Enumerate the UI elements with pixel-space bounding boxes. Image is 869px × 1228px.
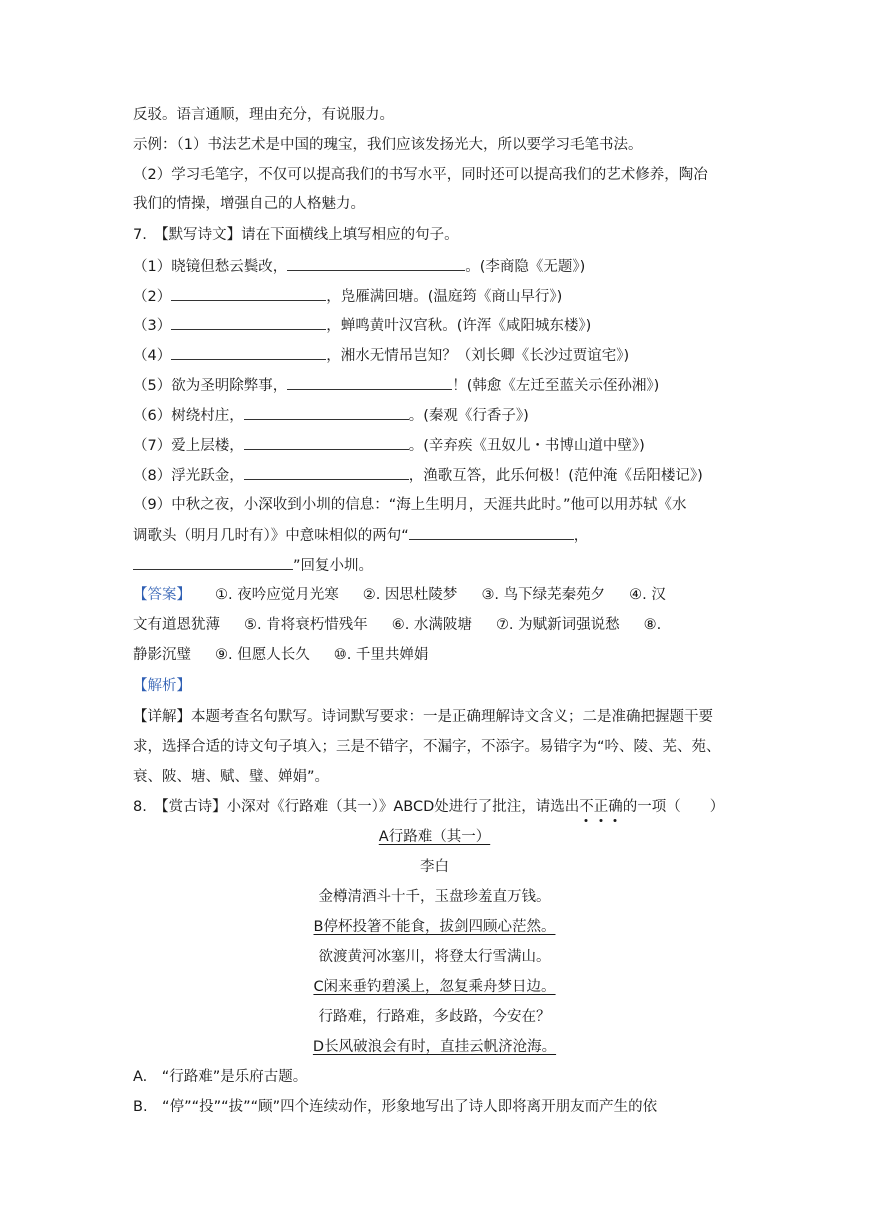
fill-blank [244,465,409,480]
text-line: （2）学习毛笔字，不仅可以提高我们的书写水平，同时还可以提高我们的艺术修养，陶冶 [133,167,708,183]
q7-item-8 [133,465,703,486]
q7-item-2 [133,286,562,307]
poem-line: 欲渡黄河冰塞川，将登太行雪满山。 [318,949,551,965]
fill-blank [171,286,326,301]
item-text: （1）晓镜但愁云鬓改， [133,259,288,275]
answer-tag: 【答案】 [133,587,191,603]
fill-blank [287,375,452,390]
analysis-tag: 【解析】 [133,678,191,694]
poem-line: 金樽清酒斗十千，玉盘珍羞直万钱。 [318,889,551,905]
item-text: （6）树绕村庄， [133,408,244,424]
item-text: （8）浮光跃金， [133,468,244,484]
emphasis-text [579,799,623,815]
option-a: A. “行路难”是乐府古题。 [133,1069,308,1085]
item-text: （2） [133,289,172,305]
item-source: ，凫雁满回塘。(温庭筠《商山早行》) [326,289,563,305]
emphasis-char: 确 [608,799,623,815]
answer-item: ⑥. 水满陂塘 [391,617,472,633]
poem-line: B停杯投箸不能食，拔剑四顾心茫然。 [313,919,556,935]
answer-item: ⑨. 但愿人长久 [215,647,310,663]
analysis-line: 求，选择合适的诗文句子填入；三是不错字，不漏字，不添字。易错字为“吟、陵、芜、苑、 [133,739,721,755]
item-source: ，湘水无情吊岂知？（刘长卿《长沙过贾谊宅》) [326,348,630,364]
item-source: 。(秦观《行香子》) [408,408,529,424]
item-source: ，渔歌互答，此乐何极！(范仲淹《岳阳楼记》) [408,468,703,484]
item-text: ， [573,528,589,544]
poem-author: 李白 [420,859,449,875]
emphasis-char: 正 [593,799,609,815]
poem-title: A行路难（其一） [378,829,491,845]
q7-item-7 [133,435,645,456]
fill-blank [171,315,326,330]
stem-text: 的一项（ ） [622,799,725,815]
analysis-line: 【详解】本题考查名句默写。诗词默写要求：一是正确理解诗文含义；二是准确把握题干要 [133,709,713,725]
text-line: 我们的情操，增强自己的人格魅力。 [133,196,365,212]
question-7-stem: 7. 【默写诗文】请在下面横线上填写相应的句子。 [133,227,459,243]
item-text: （4） [133,348,172,364]
item-text: 调歌头（明月几时有）》中意味相似的两句“ [133,528,409,544]
q7-item-9-cont [133,525,588,546]
answer-item: ④. 汉 [629,587,666,603]
item-text: ”回复小圳。 [293,558,374,574]
answer-item: ⑧. [643,617,662,633]
emphasis-char: 不 [579,799,594,815]
analysis-line: 衰、陂、塘、赋、璧、婵娟”。 [133,769,330,785]
item-source: 。(李商隐《无题》) [465,259,586,275]
q7-item-1 [133,256,585,277]
q7-item-3 [133,315,591,336]
poem-line: 行路难，行路难，多歧路，今安在？ [318,1009,551,1025]
answer-line-1 [133,585,666,605]
answer-item: ①. 夜吟应觉月光寒 [215,587,339,603]
answer-item: ⑤. 肯将衰朽惜残年 [244,617,368,633]
poem-line: C闲来垂钓碧溪上，忽复乘舟梦日边。 [313,979,556,995]
q7-item-9-end [133,555,373,576]
q7-item-4 [133,345,629,366]
item-text: （3） [133,318,172,334]
answer-line-2 [133,615,661,635]
answer-item: ②. 因思杜陵梦 [362,587,458,603]
stem-text: 8. 【赏古诗】小深对《行路难（其一）》ABCD处进行了批注，请选出 [133,799,580,815]
answer-item: ⑦. 为赋新词强说愁 [495,617,620,633]
fill-blank [244,405,409,420]
fill-blank [287,256,465,271]
item-source: ，蝉鸣黄叶汉宫秋。(许浑《咸阳城东楼》) [326,318,592,334]
poem-line: D长风破浪会有时，直挂云帆济沧海。 [312,1039,557,1055]
fill-blank [409,525,574,540]
fill-blank [133,555,293,570]
answer-item: 文有道恩犹薄 [133,617,220,633]
item-text: （7）爱上层楼， [133,438,244,454]
answer-item: 静影沉璧 [133,647,191,663]
q7-item-9: （9）中秋之夜，小深收到小圳的信息：“海上生明月，天涯共此时。”他可以用苏轼《水 [133,497,687,513]
item-source: ！(韩愈《左迁至蓝关示侄孙湘》) [452,378,660,394]
question-8-stem [133,797,724,817]
fill-blank [244,435,409,450]
answer-line-3 [133,645,428,665]
option-b: B. “停”“投”“拔”“顾”四个连续动作，形象地写出了诗人即将离开朋友而产生的依 [133,1099,658,1115]
q7-item-5 [133,375,659,396]
answer-item: ③. 鸟下绿芜秦苑夕 [481,587,606,603]
fill-blank [171,345,326,360]
q7-item-6 [133,405,529,426]
text-line: 反驳。语言通顺，理由充分，有说服力。 [133,107,394,123]
item-source: 。(辛弃疾《丑奴儿・书博山道中壁》) [408,438,645,454]
answer-item: ⑩. 千里共婵娟 [333,647,429,663]
text-line: 示例：（1）书法艺术是中国的瑰宝，我们应该发扬光大，所以要学习毛笔书法。 [133,137,643,153]
item-text: （5）欲为圣明除弊事， [133,378,288,394]
